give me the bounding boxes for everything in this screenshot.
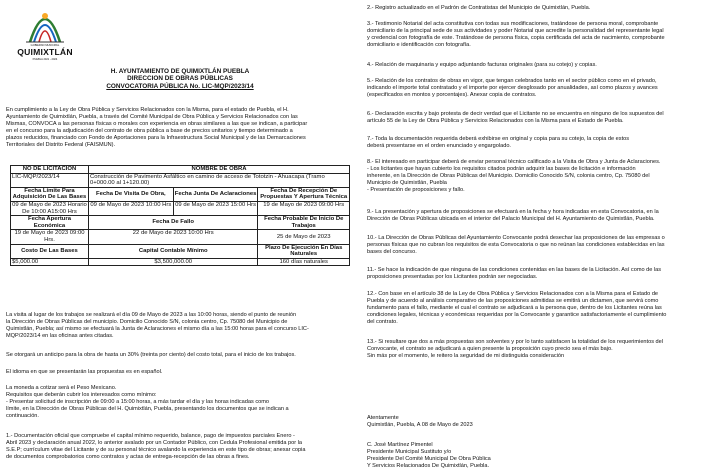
- requirement-12: 12.- Con base en el artículo 38 de la Ley de Obra Pública y Servicios Relacionados con a la Misma para el Estado de Puebla y de acuerdo al análisis comparativo de las proposiciones admitidas se emitirá un dictamen, que servirá como fundamento para el fallo, mediante el cual el contrato se adjudicará a la persona que, dentro de los Licitantes reúna las condiciones legales, técnicas y económicas requeridas por la Convocante y garantice satisfactoriamente el cumplimiento del contrato.: [367, 291, 667, 325]
- table-row: [11, 187, 350, 201]
- table-cell-fecha-visita: 09 de Mayo de 2023 10:00 Hrs: [88, 201, 173, 215]
- document-heading: [6, 68, 354, 90]
- table-cell-plazo: 160 días naturales: [258, 258, 350, 266]
- signature-block: C. José Martínez Pimentel Presidente Municipal Sustituto y/o Presidente Del Comité Municipal De Obra Pública Y Servicios Relacionados De Quimixtlán, Puebla.: [367, 442, 491, 469]
- table-header-inicio: Fecha Probable De Inicio De Trabajos: [258, 216, 350, 230]
- table-row: [11, 230, 350, 244]
- table-cell-fecha-recepcion: 19 de Mayo de 2023 09:00 Hrs: [258, 201, 350, 215]
- heading-line-1: H. AYUNTAMIENTO DE QUIMIXTLÁN PUEBLA: [110, 68, 250, 75]
- requirement-2: 2.- Registro actualizado en el Padrón de Contratistas del Municipio de Quimixtlán, Puebla.: [367, 5, 591, 11]
- requirement-7: 7.- Toda la documentación requerida deberá exhibirse en original y copia para su cotejo, la copia de estos deberá presentarse en el orden enunciado y engargolado.: [367, 136, 630, 149]
- requirement-6: 6.- Declaración escrita y bajo protesta de decir verdad que el Licitante no se encuentra en ninguno de los supuestos del artículo 55 de la Ley de Obra Pública y Servicios Relacionados con la Misma para el Estado de Puebla.: [367, 111, 664, 124]
- idioma-paragraph: El idioma en que se presentarán las propuestas es en español.: [6, 369, 163, 375]
- heading-line-3: CONVOCATORIA PÚBLICA No. LIC-MQP/2023/14: [106, 82, 254, 90]
- table-header-plazo: Plazo De Ejecución En Días Naturales: [258, 244, 350, 258]
- table-cell-fecha-junta: 09 de Mayo de 2023 15:00 Hrs: [173, 201, 258, 215]
- heading-line-2: DIRECCION DE OBRAS PÚBLICAS: [127, 75, 233, 83]
- requirement-1: 1.- Documentación oficial que compruebe el capital mínimo requerido, balance, pago de impuestos parciales Enero - Abril 2023 y declaración anual 2022, lo anterior avalado por un Contador Público, con Cedula Profesional emitida por la S.E.P; currículum vitae del Licitante y de su personal técnico avalando la experiencia en este tipo de obras; anexar copia de documentos comprobatorios como contratos y actas de entrega-recepción de las obras a fines.: [6, 433, 306, 460]
- logo-bottom-text: PUEBLA 2021 - 2024: [32, 58, 58, 61]
- table-row: [11, 216, 350, 230]
- closing: Atentamente Quimixtlán, Puebla, A 08 de Mayo de 2023: [367, 415, 473, 428]
- table-header-apertura: Fecha Apertura Económica: [11, 216, 89, 230]
- table-header-fecha-junta: Fecha Junta De Aclaraciones: [173, 187, 258, 201]
- table-cell-nombre-obra: Construcción de Pavimento Asfáltico en camino de acceso de Tototzin - Ahuacapa (Tramo 0+000.00 al 1+120.00): [88, 173, 349, 187]
- left-column: [6, 0, 354, 475]
- table-cell-costo: $5,000.00: [11, 258, 89, 266]
- table-row: [11, 201, 350, 215]
- municipal-logo: [14, 2, 76, 68]
- right-column: [367, 0, 719, 475]
- table-row: [11, 166, 350, 174]
- table-header-costo: Costo De Las Bases: [11, 244, 89, 258]
- table-cell-licitacion: LIC-MQP/2023/14: [11, 173, 89, 187]
- table-header-fecha-visita: Fecha De Visita De Obra,: [88, 187, 173, 201]
- table-row: [11, 258, 350, 266]
- logo-top-text: GOBIERNO MUNICIPAL: [30, 44, 60, 47]
- table-header-fecha-recepcion: Fecha De Recepción De Propuestas Y Apertura Técnica: [258, 187, 350, 201]
- table-row: [11, 173, 350, 187]
- table-header-fecha-limite: Fecha Límite Para Adquisición De Las Bases: [11, 187, 89, 201]
- logo-name: QUIMIXTLÁN: [17, 47, 73, 57]
- requirement-10: 10.- La Dirección de Obras Públicas del Ayuntamiento Convocante podrá desechar las proposiciones de las empresas o personas físicas que no cubran los requisitos de esta Convocatoria o que no reúnan las condiciones establecidas en las bases del concurso.: [367, 235, 665, 255]
- requirements-intro: La moneda a cotizar será el Peso Mexicano. Requisitos que deberán cubrir los interesados como mínimo: - Presentar solicitud de inscripción de 09:00 a 15:00 horas, a más tardar el día y las horas indicadas como límite, en la Dirección de Obras Públicas del H. Quimixtlán, Puebla, presentando los documentos que se indican a continuación.: [6, 385, 289, 419]
- requirement-9: 9.- La presentación y apertura de proposiciones se efectuará en la fecha y hora indicadas en esta Convocatoria, en la Dirección de Obras Públicas ubicada en el interior del Palacio Municipal del H. Ayuntamiento de Quimixtlán, Puebla.: [367, 209, 659, 222]
- tender-table: [10, 165, 350, 266]
- visit-paragraph: La visita al lugar de los trabajos se realizará el día 09 de Mayo de 2023 a las 10:00 horas, siendo el punto de reunión la Dirección de Obras Públicas del municipio. Domicilio Conocido S/N, colonia centro, Cp. 75080 del Municipio de Quimixtlán, Puebla; así mismo se efectuará la Junta de Aclaraciones el mismo día a las 15:00 horas para el concurso LIC- MQP/2023/14 en las oficinas antes citadas.: [6, 312, 309, 339]
- table-header-nombre: NOMBRE DE OBRA: [88, 166, 349, 174]
- requirement-3: 3.- Testimonio Notarial del acta constitutiva con todas sus modificaciones, tratándose de persona moral, comprobante domiciliario de la principal sede de sus actividades y poder Notarial que acredite la personalidad del representante legal y credencial con fotografía de este. Tratándose de persona física, copia certificada del acta de nacimiento, comprobante domiciliario e identificación con fotografía.: [367, 21, 665, 48]
- logo-emblem-icon: [14, 2, 76, 46]
- intro-paragraph: En cumplimiento a la Ley de Obra Pública y Servicios Relacionados con la Misma, para el estado de Puebla, el H. Ayuntamiento de Quimixtlán, Puebla, a través del Comité Municipal de Obra Pública y Servicios Relacionados con las Mismas, CONVOCA a las personas físicas o morales con experiencia en obras similares a las que se indican, a participar en el concurso para la adjudicación del contrato de obra pública a base de precios unitarios y tiempo determinado a plazos reducidos, financiado con Fondo de Aportaciones para la Infraestructura Social Municipal y de las Demarcaciones Territoriales del Distrito Federal (FAISMUN).: [6, 107, 308, 148]
- requirement-8: 8.- El interesado en participar deberá de enviar personal técnico calificado a la Visita de Obra y Junta de Aclaraciones. - Los licitantes que hayan cubierto los requisitos citados podrán adquirir las bases de licitación e información inherente, en la Dirección de Obras Públicas del Municipio. Domicilio Conocido S/N, colonia centro, Cp. 75080 del Municipio de Quimixtlán, Puebla - Presentación de proposiciones y fallo.: [367, 159, 661, 193]
- table-header-capital: Capital Contable Mínimo: [88, 244, 258, 258]
- table-cell-capital: $3,500,000.00: [88, 258, 258, 266]
- table-cell-fallo: 22 de Mayo de 2023 10:00 Hrs: [88, 230, 258, 244]
- table-header-fallo: Fecha De Fallo: [88, 216, 258, 230]
- anticipo-paragraph: Se otorgará un anticipo para la obra de hasta un 30% (treinta por ciento) del costo total, para el inicio de los trabajos.: [6, 352, 296, 358]
- table-cell-fecha-limite: 09 de Mayo de 2023 Horario De 10:00 A15:00 Hrs: [12, 201, 87, 215]
- table-cell-inicio: 25 de Mayo de 2023: [258, 230, 350, 244]
- table-header-licitacion: NO DE LICITACION: [11, 166, 89, 174]
- requirement-5: 5.- Relación de los contratos de obras en vigor, que tengan celebrados tanto en el sector público como en el privado, indicando el importe total contratado y el importe por ejercer desglosado por anualidades, así como plazos y avances (especificados en montos y porcentajes). Anexar copia de contratos.: [367, 78, 658, 98]
- requirement-11: 11.- Se hace la indicación de que ninguna de las condiciones contenidas en las bases de la Licitación. Así como de las proposiciones presentadas por los Licitantes podrán ser negociadas.: [367, 267, 662, 280]
- requirement-13: 13.- Si resultare que dos a más propuestas son solventes y por lo tanto satisfacen la totalidad de los requerimientos del Convocante, el contrato se adjudicará a quien presente la proposición cuyo precio sea el más bajo. Sin más por el momento, le reitero la seguridad de mi distinguida consideración: [367, 339, 664, 359]
- requirement-4: 4.- Relación de maquinaria y equipo adjuntando facturas originales (para su cotejo) y copias.: [367, 62, 597, 68]
- table-cell-apertura: 19 de Mayo de 2023 09:00 Hrs.: [11, 230, 89, 244]
- table-row: [11, 244, 350, 258]
